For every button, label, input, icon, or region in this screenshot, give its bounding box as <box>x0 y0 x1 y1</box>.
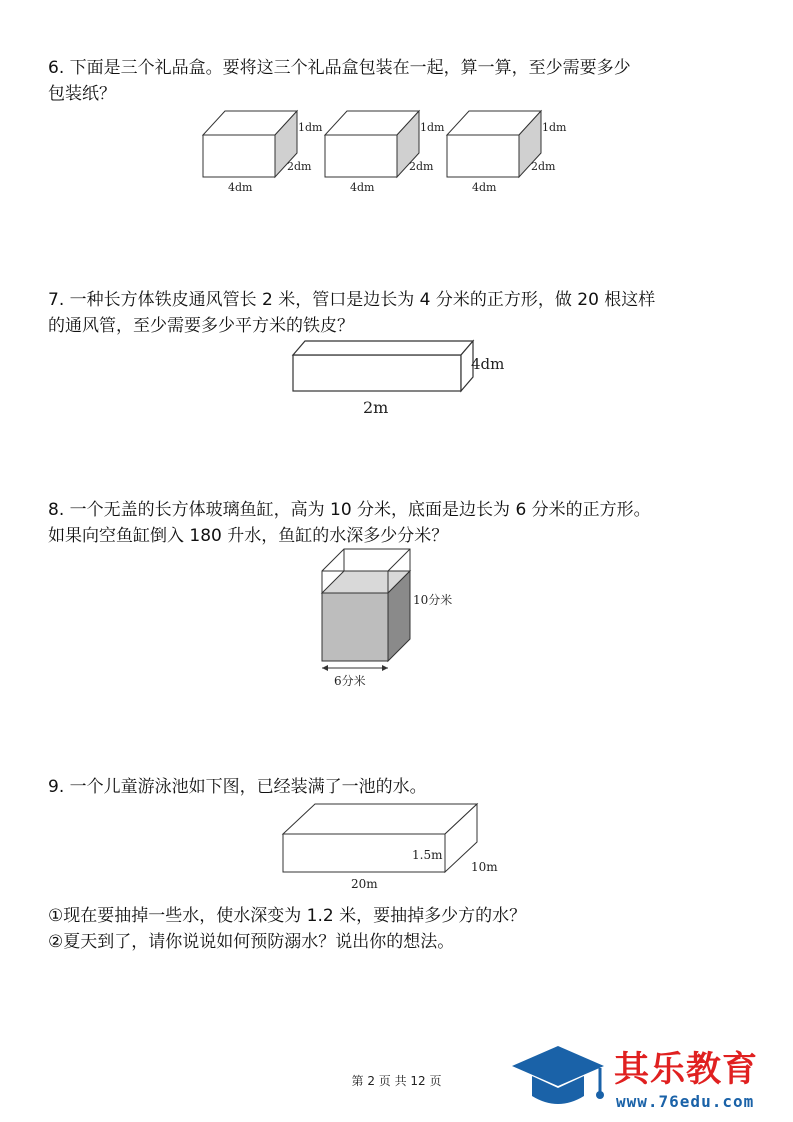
gift-box-1 <box>203 111 323 194</box>
water-front <box>322 593 388 661</box>
pipe-length-label: 2m <box>363 398 389 417</box>
pool-width-label: 10m <box>471 860 498 874</box>
ventilation-pipe-figure <box>285 335 515 420</box>
swimming-pool-figure <box>275 798 515 896</box>
box-3-length-label: 4dm <box>472 181 497 194</box>
pipe-side-label: 4dm <box>471 355 505 373</box>
question-7-line-1: 7. 一种长方体铁皮通风管长 2 米，管口是边长为 4 分米的正方形，做 20 根这样 <box>48 290 656 310</box>
box-3-height-label: 1dm <box>542 121 567 134</box>
question-9-sub-2: ②夏天到了，请你说说如何预防溺水？说出你的想法。 <box>48 932 455 952</box>
question-6-line-1: 6. 下面是三个礼品盒。要将这三个礼品盒包装在一起，算一算，至少需要多少 <box>48 58 631 78</box>
question-8-line-1: 8. 一个无盖的长方体玻璃鱼缸，高为 10 分米，底面是边长为 6 分米的正方形。 <box>48 500 651 520</box>
box-2-depth-label: 2dm <box>409 160 434 173</box>
box-1-length-label: 4dm <box>228 181 253 194</box>
fish-tank-figure <box>312 545 472 693</box>
brand-name: 其乐教育 <box>614 1050 759 1090</box>
tank-base-label: 6分米 <box>334 674 366 688</box>
question-8-line-2: 如果向空鱼缸倒入 180 升水，鱼缸的水深多少分米？ <box>48 526 449 546</box>
box-1-depth-label: 2dm <box>287 160 312 173</box>
question-7-line-2: 的通风管，至少需要多少平方米的铁皮？ <box>48 316 354 336</box>
question-9-sub-1: ①现在要抽掉一些水，使水深变为 1.2 米，要抽掉多少方的水？ <box>48 906 527 926</box>
box-3-depth-label: 2dm <box>531 160 556 173</box>
box-2-height-label: 1dm <box>420 121 445 134</box>
question-6-line-2: 包装纸？ <box>48 84 116 104</box>
tank-height-label: 10分米 <box>413 593 453 607</box>
question-9-line-1: 9. 一个儿童游泳池如下图，已经装满了一池的水。 <box>48 777 427 797</box>
pool-length-label: 20m <box>351 877 378 891</box>
gift-box-2 <box>325 111 445 194</box>
graduation-cap-icon <box>508 1040 612 1116</box>
page-number: 第 2 页 共 12 页 <box>351 1074 442 1088</box>
brand-url: www.76edu.com <box>616 1092 755 1111</box>
gift-box-3 <box>447 111 567 194</box>
box-1-height-label: 1dm <box>298 121 323 134</box>
brand-logo <box>508 1040 788 1116</box>
pool-depth-label: 1.5m <box>412 848 443 862</box>
box-2-length-label: 4dm <box>350 181 375 194</box>
gift-boxes-figure <box>195 103 575 198</box>
